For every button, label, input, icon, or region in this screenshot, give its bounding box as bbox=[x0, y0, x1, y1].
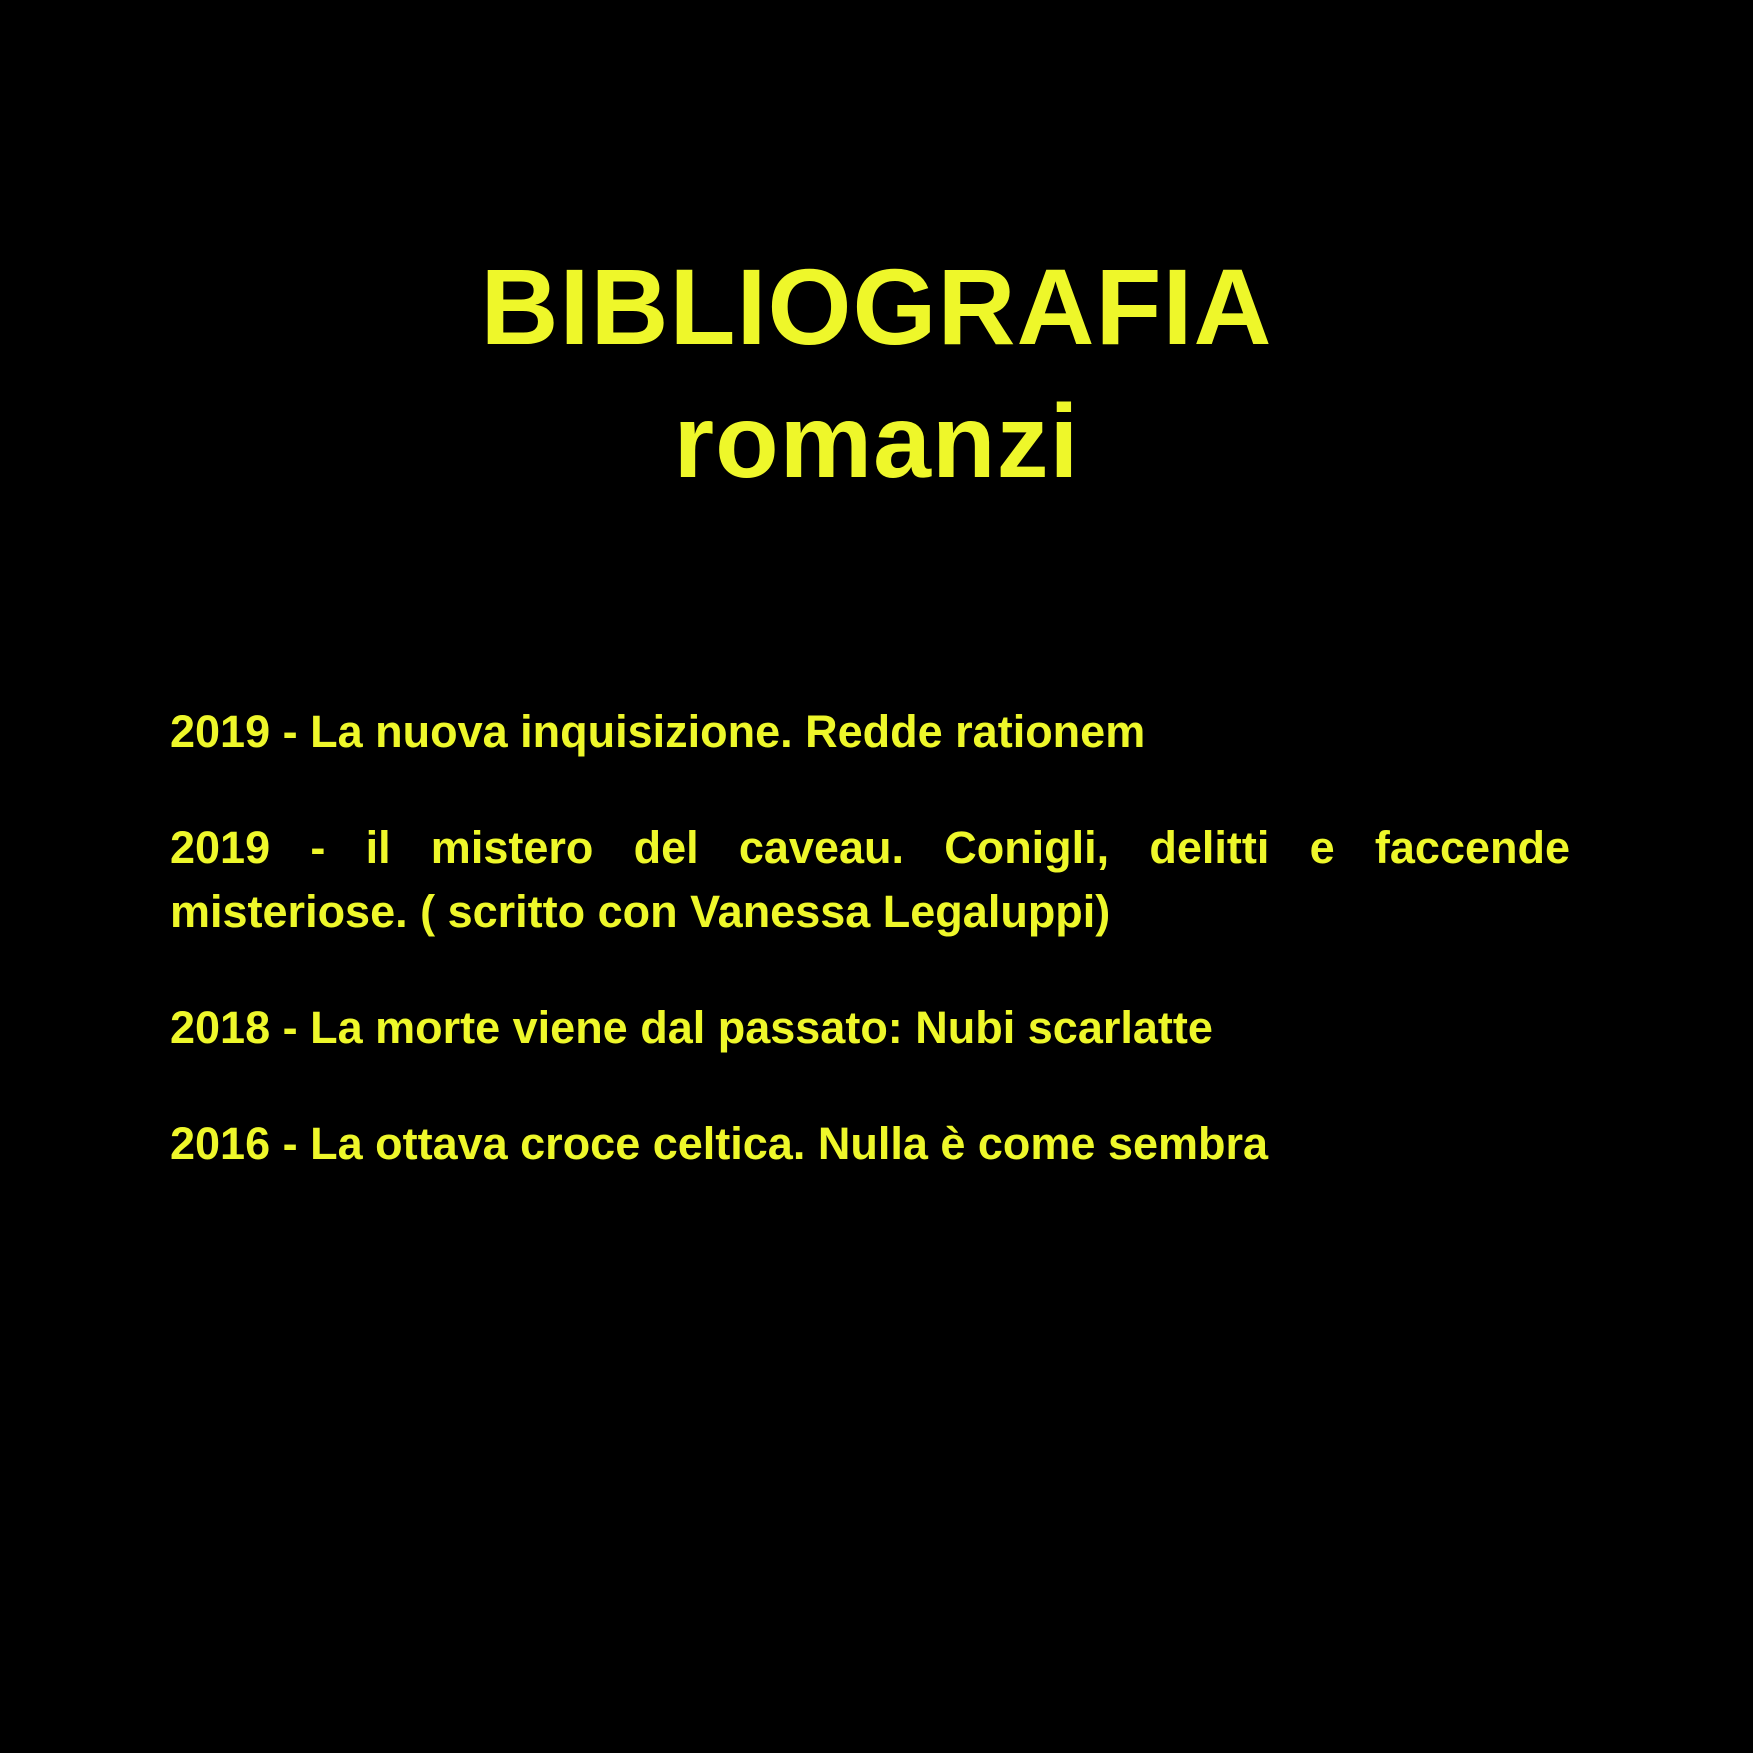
list-item: 2019 - il mistero del caveau. Conigli, delitti e faccende misteriose. ( scritto con Vanessa Legaluppi) bbox=[170, 821, 1570, 937]
list-item: 2016 - La ottava croce celtica. Nulla è come sembra bbox=[170, 1117, 1269, 1169]
title-line-primary: BIBLIOGRAFIA bbox=[480, 246, 1273, 367]
title-line-secondary: romanzi bbox=[673, 384, 1080, 501]
list-item: 2019 - La nuova inquisizione. Redde rationem bbox=[170, 706, 1146, 757]
list-item: 2018 - La morte viene dal passato: Nubi scarlatte bbox=[170, 1001, 1213, 1053]
slide-title bbox=[0, 238, 1753, 509]
bibliography-list bbox=[170, 700, 1570, 1175]
